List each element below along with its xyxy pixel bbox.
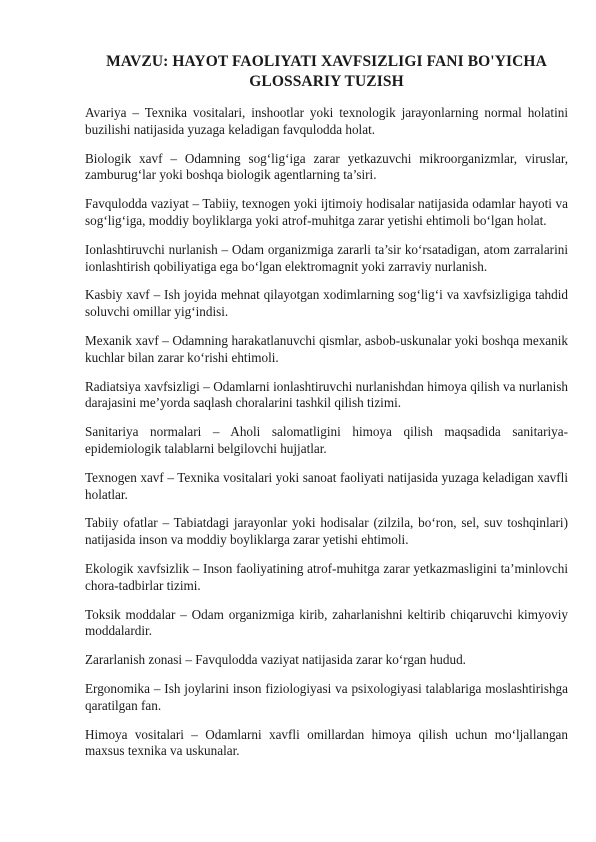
document-title: MAVZU: HAYOT FAOLIYATI XAVFSIZLIGI FANI BO'YICHA GLOSSARIY TUZISH xyxy=(106,53,547,90)
glossary-entry: Radiatsiya xavfsizligi – Odamlarni ionlashtiruvchi nurlanishdan himoya qilish va nurlanish darajasini me’yorda saqlash choralarini tashkil qilish tizimi. xyxy=(85,378,568,411)
glossary-entry: Avariya – Texnika vositalari, inshootlar yoki texnologik jarayonlarning normal holatini buzilishi natijasida yuzaga keladigan favqulodda holat. xyxy=(85,105,568,137)
glossary-entry: Mexanik xavf – Odamning harakatlanuvchi qismlar, asbob-uskunalar yoki boshqa mexanik kuchlar bilan zarar ko‘rishi ehtimoli. xyxy=(85,332,568,365)
glossary-entry: Ionlashtiruvchi nurlanish – Odam organizmiga zararli ta’sir ko‘rsatadigan, atom zarralarini ionlashtirish qobiliyatiga ega bo‘lgan elektromagnit yoki zarraviy nurlanish. xyxy=(85,241,568,274)
glossary-entry: Ergonomika – Ish joylarini inson fiziologiyasi va psixologiyasi talablariga moslashtirishga qaratilgan fan. xyxy=(85,680,568,713)
glossary-entry: Biologik xavf – Odamning sog‘lig‘iga zarar yetkazuvchi mikroorganizmlar, viruslar, zamburug‘lar yoki boshqa biologik agentlarning ta’siri. xyxy=(85,150,568,183)
glossary-entry: Tabiiy ofatlar – Tabiatdagi jarayonlar yoki hodisalar (zilzila, bo‘ron, sel, suv toshqinlari) natijasida inson va moddiy boyliklarga zarar yetishi ehtimoli. xyxy=(85,515,568,548)
glossary-entry: Himoya vositalari – Odamlarni xavfli omillardan himoya qilish uchun mo‘ljallangan maxsus texnika va uskunalar. xyxy=(85,726,568,759)
glossary-entry: Texnogen xavf – Texnika vositalari yoki sanoat faoliyati natijasida yuzaga keladigan xavfli holatlar. xyxy=(85,469,568,502)
glossary-entry: Favqulodda vaziyat – Tabiiy, texnogen yoki ijtimoiy hodisalar natijasida odamlar hayoti va sog‘lig‘iga, moddiy boyliklarga yoki atrof-muhitga zarar yetishi ehtimoli bo‘lgan holat. xyxy=(85,196,568,228)
document-page xyxy=(85,52,568,772)
glossary-entry: Kasbiy xavf – Ish joyida mehnat qilayotgan xodimlarning sog‘lig‘i va xavfsizligiga tahdid soluvchi omillar yig‘indisi. xyxy=(85,287,568,320)
glossary-entry: Zararlanish zonasi – Favqulodda vaziyat natijasida zarar ko‘rgan hudud. xyxy=(85,652,466,668)
glossary-entry: Toksik moddalar – Odam organizmiga kirib, zaharlanishni keltirib chiqaruvchi kimyoviy moddalardir. xyxy=(85,606,568,639)
glossary-entry: Ekologik xavfsizlik – Inson faoliyatining atrof-muhitga zarar yetkazmasligini ta’minlovchi chora-tadbirlar tizimi. xyxy=(85,560,568,593)
glossary-entry: Sanitariya normalari – Aholi salomatligini himoya qilish maqsadida sanitariya-epidemiologik talablarni belgilovchi hujjatlar. xyxy=(85,424,568,456)
